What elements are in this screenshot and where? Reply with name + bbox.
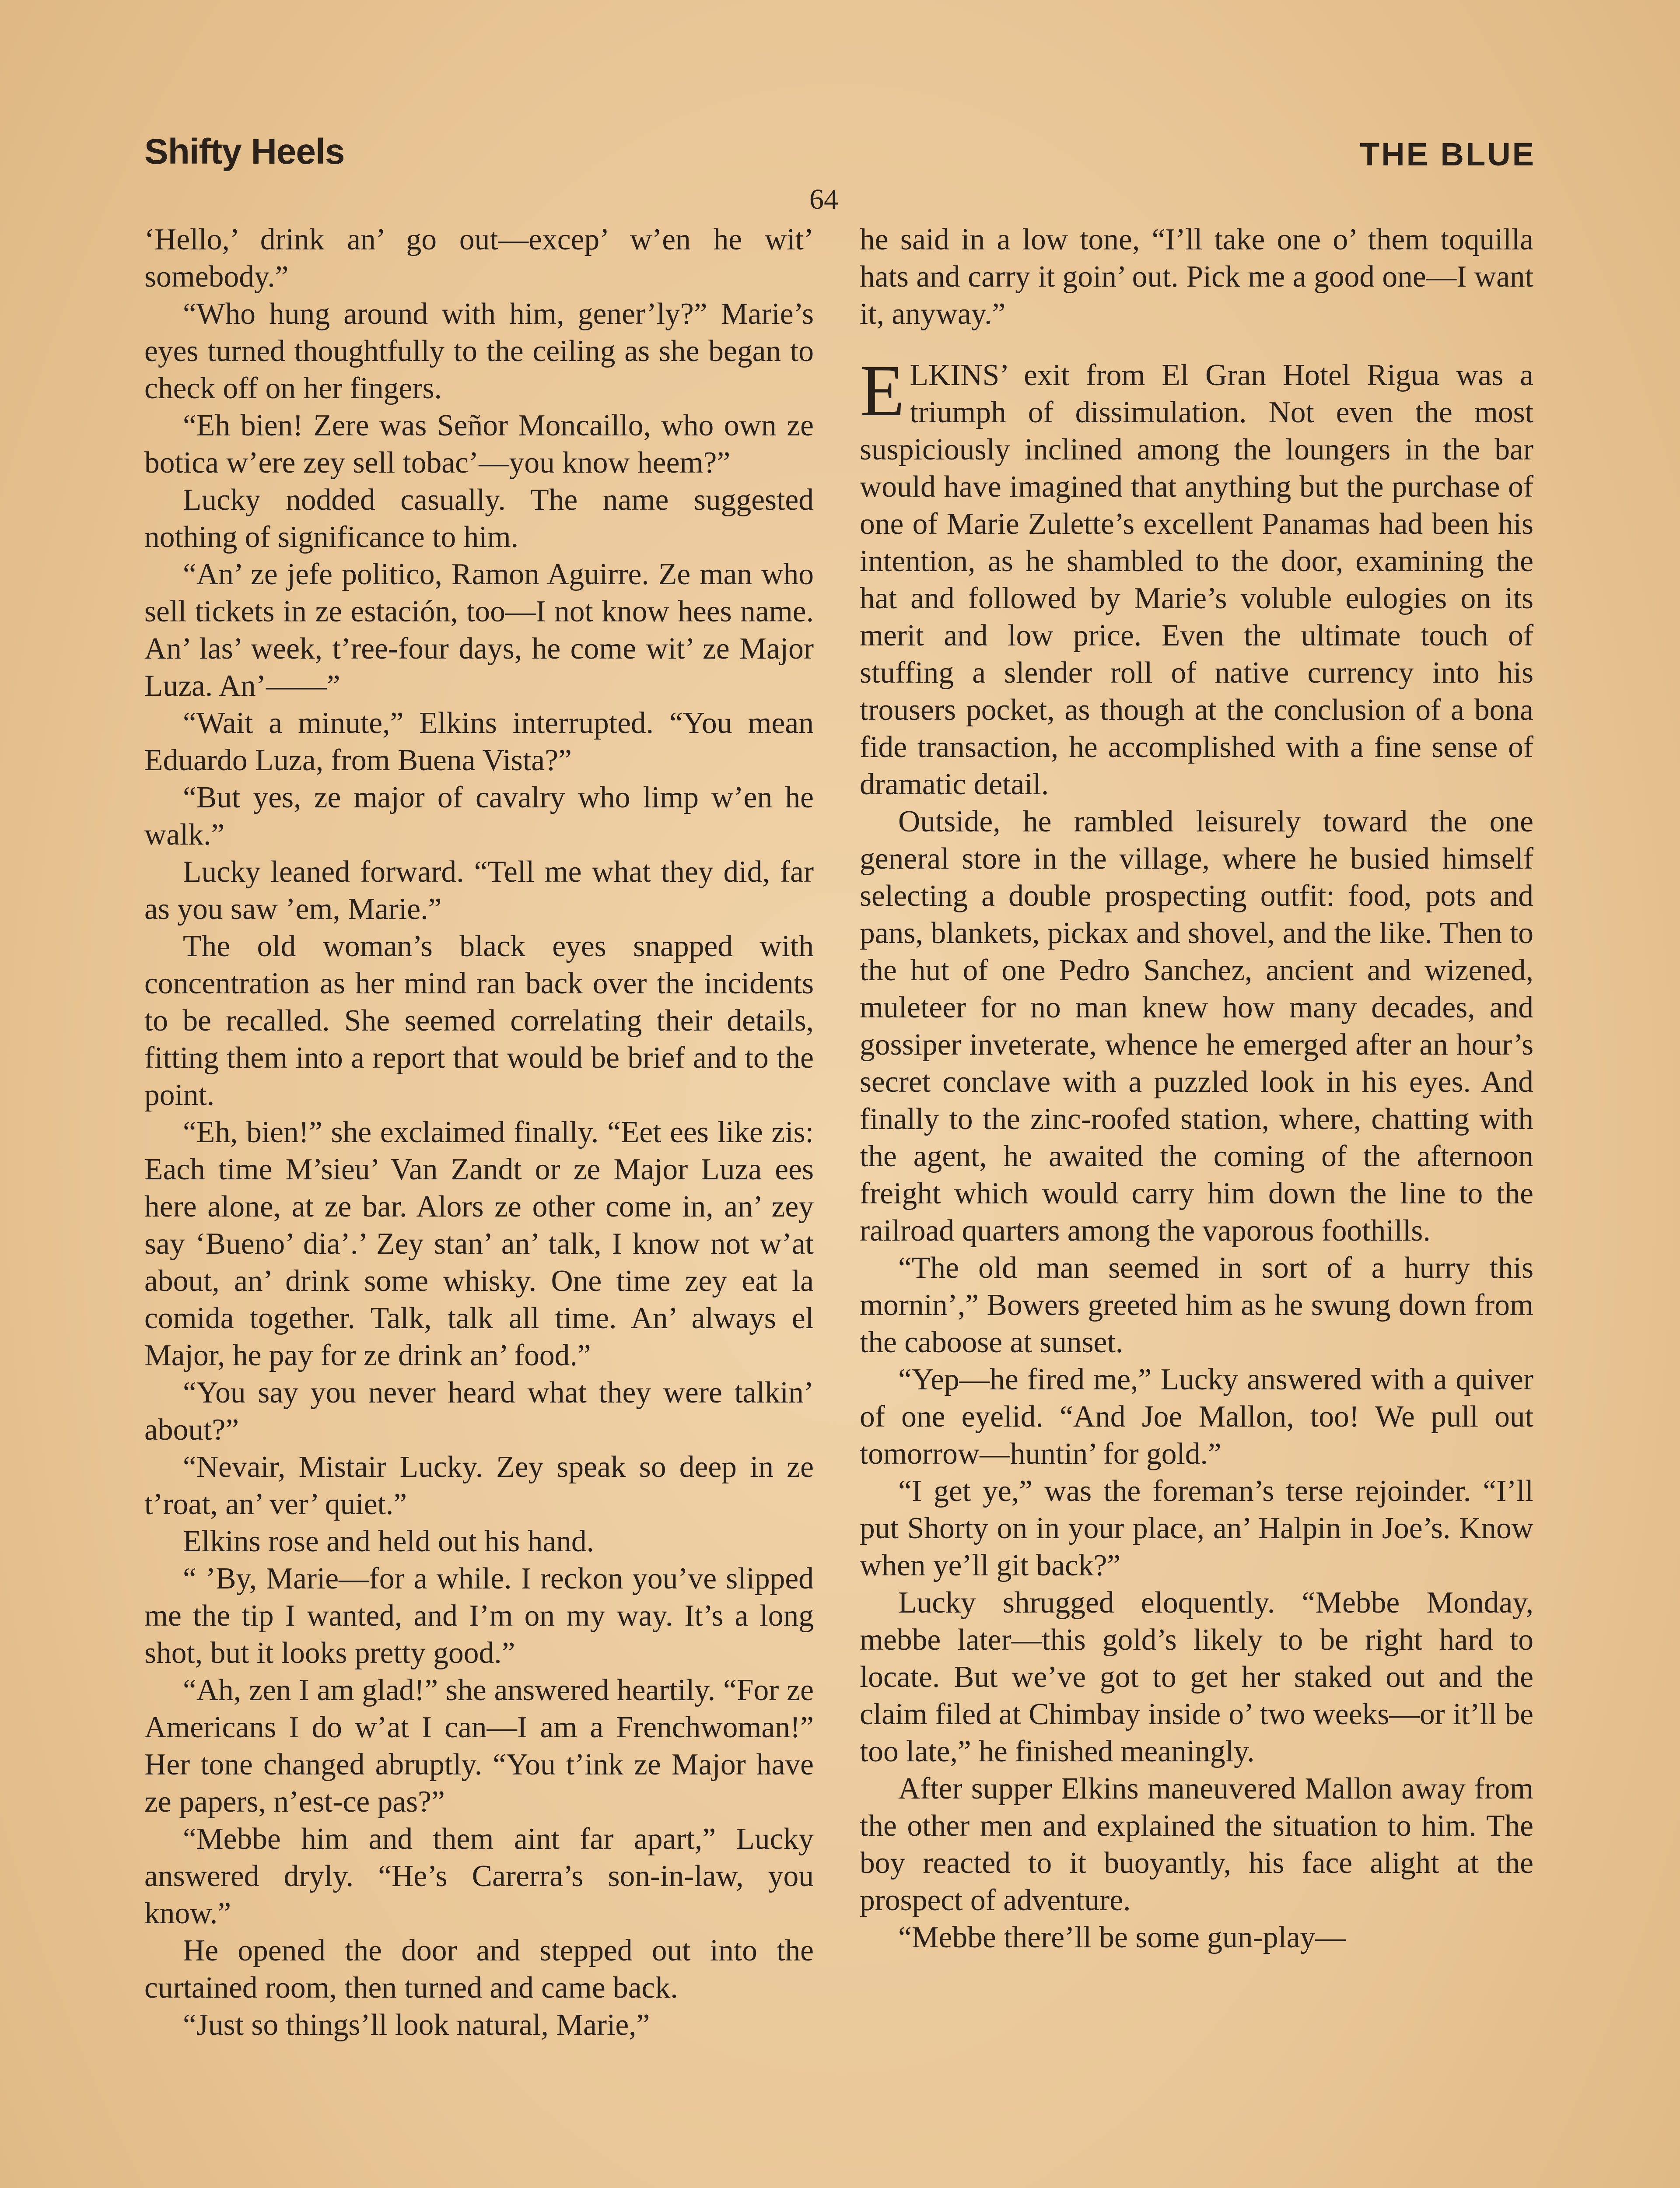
paragraph: “Eh bien! Zere was Señor Moncaillo, who own ze botica w’ere zey sell tobac’—you know heem?” xyxy=(144,409,814,480)
paragraph: “An’ ze jefe politico, Ramon Aguirre. Ze man who sell tickets in ze estación, too—I not know hees name. An’ las’ week, t’ree-four days, he come wit’ ze Major Luza. An’——” xyxy=(144,558,814,703)
paragraph: he said in a low tone, “I’ll take one o’ them toquilla hats and carry it goin’ out. Pick me a good one—I want it, anyway.” xyxy=(860,223,1533,331)
paragraph: He opened the door and stepped out into the curtained room, then turned and came back. xyxy=(144,1934,814,2005)
paragraph: “Who hung around with him, gener’ly?” Marie’s eyes turned thoughtfully to the ceiling as she began to check off on her fingers. xyxy=(144,297,814,405)
paragraph: Lucky shrugged eloquently. “Mebbe Monday, mebbe later—this gold’s likely to be right hard to locate. But we’ve got to get her staked out and the claim filed at Chimbay inside o’ two weeks—or it’ll be too late,” he finished meaningly. xyxy=(860,1586,1533,1768)
paragraph: “Yep—he fired me,” Lucky answered with a quiver of one eyelid. “And Joe Mallon, too! We pull out tomorrow—huntin’ for gold.” xyxy=(860,1363,1533,1471)
right-column xyxy=(860,221,1533,1956)
paragraph: “Eh, bien!” she exclaimed finally. “Eet ees like zis: Each time M’sieu’ Van Zandt or ze Major Luza ees here alone, at ze bar. Alors ze other come in, an’ zey say ‘Bueno’ dia’.’ Zey stan’ an’ talk, I know not w’at about, an’ drink some whisky. One time zey eat la comida together. Talk, talk all time. An’ always el Major, he pay for ze drink an’ food.” xyxy=(144,1115,814,1372)
paragraph: “I get ye,” was the foreman’s terse rejoinder. “I’ll put Shorty on in your place, an’ Halpin in Joe’s. Know when ye’ll git back?” xyxy=(860,1474,1533,1582)
paragraph-text: LKINS’ exit from El Gran Hotel Rigua was a triumph of dissimulation. Not even the most suspiciously inclined among the loungers in the bar would have imagined that anything but the purchase of one of Marie Zulette’s excellent Panamas had been his intention, as he shambled to the door, examining the hat and followed by Marie’s voluble eulogies on its merit and low price. Even the ultimate touch of stuffing a slender roll of native currency into his trousers pocket, as though at the conclusion of a bona fide transaction, he accomplished with a fine sense of dramatic detail. xyxy=(860,358,1533,801)
paragraph: After supper Elkins maneuvered Mallon away from the other men and explained the situation to him. The boy reacted to it buoyantly, his face alight at the prospect of adventure. xyxy=(860,1772,1533,1917)
paragraph: The old woman’s black eyes snapped with concentration as her mind ran back over the incidents to be recalled. She seemed correlating their details, fitting them into a report that would be brief and to the point. xyxy=(144,929,814,1112)
paragraph: “Nevair, Mistair Lucky. Zey speak so deep in ze t’roat, an’ ver’ quiet.” xyxy=(144,1450,814,1521)
paragraph: Lucky leaned forward. “Tell me what they did, far as you saw ’em, Marie.” xyxy=(144,855,814,926)
running-title-right: THE BLUE xyxy=(1360,136,1536,172)
paragraph: “Mebbe him and them aint far apart,” Lucky answered dryly. “He’s Carerra’s son-in-law, you know.” xyxy=(144,1822,814,1930)
left-column xyxy=(144,221,814,2044)
paragraph: “ ’By, Marie—for a while. I reckon you’ve slipped me the tip I wanted, and I’m on my way. It’s a long shot, but it looks pretty good.” xyxy=(144,1562,814,1670)
paragraph: Outside, he rambled leisurely toward the one general store in the village, where he busied himself selecting a double prospecting outfit: food, pots and pans, blankets, pickax and shovel, and the like. Then to the hut of one Pedro Sanchez, ancient and wizened, muleteer for no man knew how many decades, and gossiper inveterate, whence he emerged after an hour’s secret conclave with a puzzled look in his eyes. And finally to the zinc-roofed station, where, chatting with the agent, he awaited the coming of the afternoon freight which would carry him down the line to the railroad quarters among the vaporous foothills. xyxy=(860,805,1533,1248)
running-title-left: Shifty Heels xyxy=(144,132,345,172)
paragraph: ‘Hello,’ drink an’ go out—excep’ w’en he wit’ somebody.” xyxy=(144,223,814,294)
paragraph: Elkins rose and held out his hand. xyxy=(183,1525,595,1558)
paragraph: “The old man seemed in sort of a hurry this mornin’,” Bowers greeted him as he swung down from the caboose at sunset. xyxy=(860,1251,1533,1359)
page-number: 64 xyxy=(809,183,838,215)
paragraph: Lucky nodded casually. The name suggested nothing of significance to him. xyxy=(144,483,814,554)
section-first-paragraph xyxy=(860,350,1533,803)
section-break xyxy=(860,333,1533,357)
paragraph: “Mebbe there’ll be some gun-play— xyxy=(898,1921,1346,1954)
paragraph: “Ah, zen I am glad!” she answered heartily. “For ze Americans I do w’at I can—I am a Frenchwoman!” Her tone changed abruptly. “You t’ink ze Major have ze papers, n’est-ce pas?” xyxy=(144,1673,814,1819)
paragraph: “Just so things’ll look natural, Marie,” xyxy=(183,2008,650,2042)
paragraph: “You say you never heard what they were talkin’ about?” xyxy=(144,1376,814,1447)
drop-cap: E xyxy=(860,350,905,431)
paragraph: “But yes, ze major of cavalry who limp w’en he walk.” xyxy=(144,781,814,852)
paragraph: “Wait a minute,” Elkins interrupted. “You mean Eduardo Luza, from Buena Vista?” xyxy=(144,706,814,777)
